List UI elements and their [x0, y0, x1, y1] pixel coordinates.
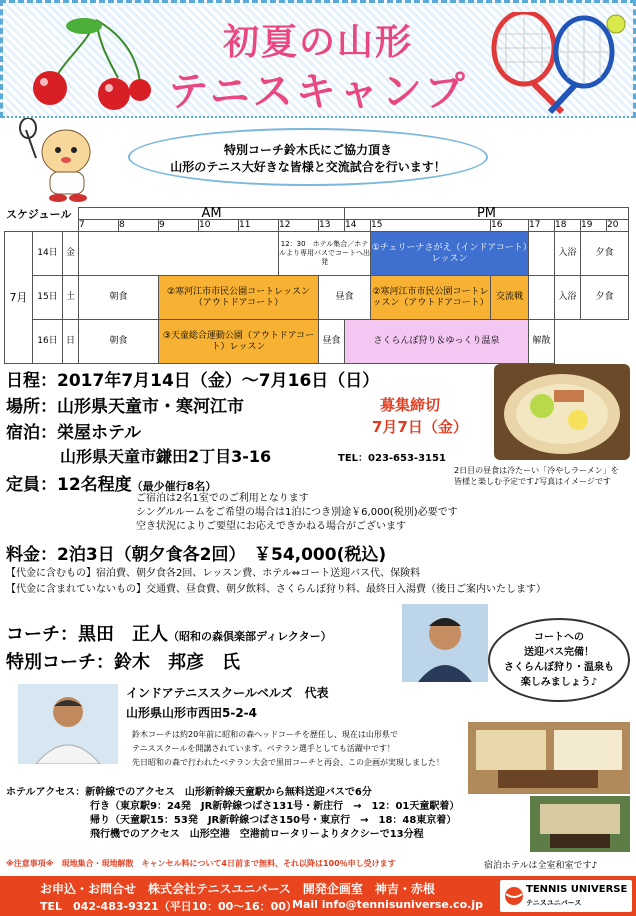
ramen-note-line2: 皆様と楽しむ予定です♪写真はイメージです: [454, 477, 611, 486]
date-cell: 16日: [33, 320, 63, 364]
included-line: 【代金に含むもの】宿泊費、朝夕食各2回、レッスン費、ホテル⇔コート送迎バス代、保険料: [6, 568, 421, 579]
bus-bubble-line: コートへの: [534, 632, 584, 643]
title-line2: テニスキャンプ: [168, 69, 468, 115]
breakfast-cell: 朝食: [79, 276, 159, 320]
hour-label: 20: [607, 220, 629, 232]
hour-label: 14: [345, 220, 371, 232]
access-line: ホテルアクセス：新幹線でのアクセス 山形新幹線天童駅から無料送迎バスで6分: [6, 787, 372, 798]
coach-desc-line: 先日昭和の森で行われたベテラン大会で黒田コーチと再会、この企画が実現しました！: [132, 758, 444, 767]
contact-tel: TEL 042-483-9321（平日10：00～16：00）: [40, 900, 297, 913]
caution-line: ※注意事項※ 現地集合・現地解散 キャンセル料について4日前まで無料、それ以降は100％申し受けます: [6, 859, 396, 868]
breakfast-cell: 朝食: [79, 320, 159, 364]
dow-cell: 日: [63, 320, 79, 364]
bus-bubble-line: 楽しみましょう♪: [520, 677, 598, 688]
dow-cell: 土: [63, 276, 79, 320]
hour-label: 15: [371, 220, 491, 232]
logo-subtext: テニスユニバース: [526, 899, 582, 907]
date-cell: 15日: [33, 276, 63, 320]
excluded-line: 【代金に含まれていないもの】交通費、昼食費、朝夕飲料、さくらんぼ狩り料、最終日入湯費（後日ご案内いたします）: [6, 584, 546, 595]
deadline-label: 募集締切: [380, 396, 441, 414]
hour-label: 7: [79, 220, 119, 232]
blank-corner: [5, 208, 79, 220]
hotel-line: 宿泊：栄屋ホテル: [6, 423, 142, 443]
hour-label: 9: [159, 220, 199, 232]
contact-mail[interactable]: Mail info@tennisuniverse.co.jp: [292, 898, 483, 911]
capacity-min: （最少催行8名）: [131, 480, 217, 493]
date-cell: 14日: [33, 232, 63, 276]
ramen-photo: [494, 364, 630, 460]
hotel-room-photo: [468, 722, 630, 794]
bus-bubble-line: さくらんぼ狩り・温泉も: [504, 662, 614, 673]
coach-desc-line: テニススクールを開講されています。ベテラン選手としても活躍中です！: [132, 744, 395, 753]
ramen-note: [454, 465, 619, 487]
logo-ball-icon: [504, 886, 524, 906]
hotel-tel: TEL：023-653-3151: [338, 453, 446, 464]
org-line: インドアテニススクールベルズ 代表: [126, 686, 329, 700]
price-line: 料金：2泊3日（朝夕食各2回） ￥54,000(税込): [6, 545, 387, 565]
title-line1: 初夏の山形: [222, 22, 413, 63]
dog-mascot-illustration: [18, 118, 108, 202]
logo-text: TENNIS UNIVERSE: [526, 884, 628, 895]
room-note: 宿泊ホテルは全室和室です♪: [484, 861, 598, 871]
schedule-label: スケジュール: [6, 208, 72, 221]
dates-line: 日程：2017年7月14日（金）～7月16日（日）: [6, 371, 380, 391]
coach-line: [6, 620, 332, 646]
hotel-address: 山形県天童市鎌田2丁目3-16: [60, 447, 272, 466]
hotel-garden-photo: [530, 796, 630, 852]
coach-description: [132, 728, 444, 770]
lunch-cell: 昼食: [319, 320, 345, 364]
activity-cell: さくらんぼ狩り＆ゆっくり温泉: [345, 320, 529, 364]
lesson-cell: ③天童総合運動公園（アウトドアコート）レッスン: [159, 320, 319, 364]
hour-label: 10: [199, 220, 239, 232]
special-coach-line: 特別コーチ：鈴木 邦彦 氏: [6, 652, 240, 673]
access-line: 飛行機でのアクセス 山形空港 空港前ロータリーよりタクシーで13分程: [90, 829, 424, 840]
room-note: ご宿泊は2名1室でのご利用となります: [136, 493, 309, 504]
match-cell: 交流戦: [491, 276, 529, 320]
hour-label: 17: [529, 220, 555, 232]
am-label: AM: [79, 208, 345, 220]
access-line: 帰り（天童駅15：53発 JR新幹線つばさ150号・東京行 → 18：48東京着）: [90, 815, 457, 826]
room-note: シングルルームをご希望の場合は1泊につき別途￥6,000(税別)必要です: [136, 507, 458, 518]
org-address: 山形県山形市西田5-2-4: [126, 706, 258, 720]
month-cell: 7月: [5, 232, 33, 364]
hour-label: 16: [491, 220, 529, 232]
footer-bar: [0, 876, 636, 916]
coach-title: （昭和の森倶楽部ディレクター）: [168, 630, 332, 643]
schedule-table: [4, 207, 629, 364]
dismiss-cell: 解散: [529, 320, 555, 364]
dinner-cell: 夕食: [581, 232, 629, 276]
dow-cell: 金: [63, 232, 79, 276]
lesson-cell: ①チェリーナさがえ（インドアコート）レッスン: [371, 232, 529, 276]
dinner-cell: 夕食: [581, 276, 629, 320]
special-coach-photo: [18, 684, 118, 764]
place-line: 場所：山形県天童市・寒河江市: [6, 397, 244, 417]
speech-bubble: [128, 128, 488, 186]
lesson-cell: ②寒河江市市民公園コートレッスン（アウトドアコート）: [371, 276, 491, 320]
bus-bubble: [488, 618, 630, 702]
room-note: 空き状況によりご要望にお応えできかねる場合がございます: [136, 521, 406, 532]
bus-bubble-line: 送迎バス完備！: [524, 647, 594, 658]
coach-desc-line: 鈴木コーチは約20年前に昭和の森ヘッドコーチを歴任し、現在は山形県で: [132, 730, 398, 739]
hour-label: 13: [319, 220, 345, 232]
ramen-note-line1: 2日目の昼食は冷たーい「冷やしラーメン」を: [454, 466, 619, 475]
hour-label: 12: [279, 220, 319, 232]
bath-cell: 入浴: [555, 276, 581, 320]
tennis-universe-logo: [500, 880, 632, 912]
deadline-date: 7月7日（金）: [372, 418, 468, 436]
transfer-cell: 12：30 ホテル集合／ホテルより専用バスでコートへ出発: [279, 232, 371, 276]
bubble-line1: 特別コーチ鈴木氏にご協力頂き: [223, 143, 392, 157]
lunch-cell: 昼食: [319, 276, 371, 320]
access-block: [6, 786, 459, 842]
pm-label: PM: [345, 208, 629, 220]
coach-photo: [402, 604, 488, 682]
bath-cell: 入浴: [555, 232, 581, 276]
hour-label: 19: [581, 220, 607, 232]
hour-label: 8: [119, 220, 159, 232]
capacity-value: 定員：12名程度: [6, 475, 132, 495]
access-line: 行き（東京駅9：24発 JR新幹線つばさ131号・新庄行 → 12：01天童駅着）: [90, 801, 460, 812]
bubble-line2: 山形のテニス大好きな皆様と交流試合を行います！: [170, 160, 446, 174]
coach-name: コーチ：黒田 正人: [6, 624, 168, 645]
room-notes: [136, 492, 458, 534]
contact-line: お申込・お問合せ 株式会社テニスユニバース 開発企画室 神吉・赤根: [40, 882, 435, 896]
hour-label: 18: [555, 220, 581, 232]
hour-label: 11: [239, 220, 279, 232]
lesson-cell: ②寒河江市市民公園コートレッスン（アウトドアコート）: [159, 276, 319, 320]
